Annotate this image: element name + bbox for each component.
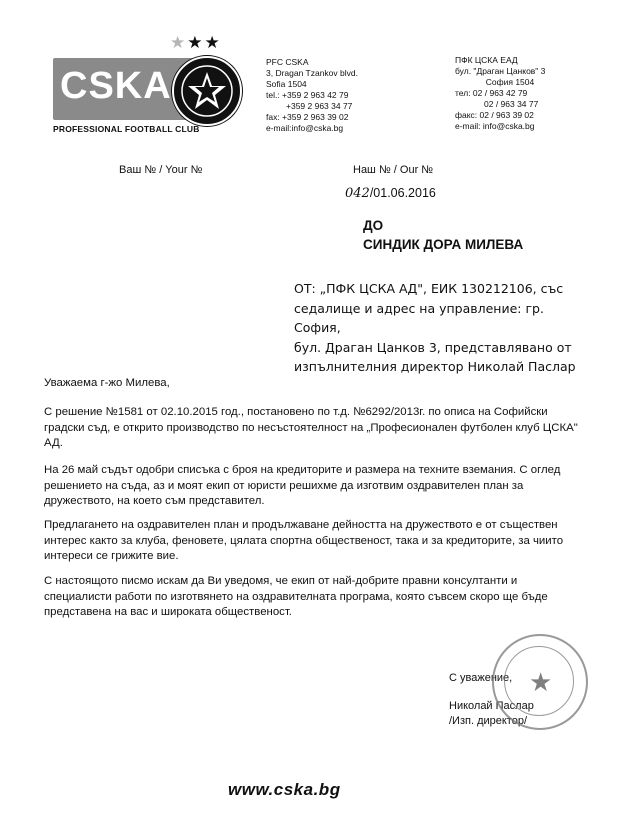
footer-website: www.cska.bg — [228, 780, 341, 799]
handwritten-number: 042 — [345, 186, 370, 201]
body-paragraph: Предлагането на оздравителен план и продължаване дейността на дружеството е от съществен интерес както за клуба, феновете, цялата спортна общественост, така и за кредиторите, за чиито интереси се грижите вие. — [44, 519, 564, 562]
your-reference-label: Ваш № / Your № — [119, 164, 203, 176]
sender-line: седалище и адрес на управление: гр. София, — [294, 300, 544, 335]
address-line: +359 2 963 34 77 — [286, 101, 353, 111]
closing: С уважение, — [449, 672, 513, 684]
address-line: tel.: +359 2 963 42 79 — [266, 90, 349, 100]
our-reference-label: Наш № / Our № — [353, 164, 434, 176]
address-line: 02 / 963 34 77 — [484, 99, 539, 109]
address-line: 3, Dragan Tzankov blvd. — [266, 68, 358, 78]
reference-date: /01.06.2016 — [369, 186, 436, 200]
address-line: fax: +359 2 963 39 02 — [266, 112, 349, 122]
signatory-title: /Изп. директор/ — [449, 715, 528, 727]
addressee — [363, 216, 523, 254]
body-paragraph: С решение №1581 от 02.10.2015 год., постановено по т.д. №6292/2013г. по описа на Софийски градски съд, е открито производство по несъстоятелност на „Професионален футболен клуб ЦСКА" АД. — [44, 406, 578, 449]
logo-tagline: PROFESSIONAL FOOTBALL CLUB — [53, 124, 200, 134]
our-reference-value — [345, 186, 436, 201]
address-line: факс: 02 / 963 39 02 — [455, 110, 534, 120]
sender-block — [294, 279, 594, 377]
sender-line: изпълнителния директор Николай Паслар — [294, 359, 576, 374]
address-line: e-mail:info@cska.bg — [266, 123, 344, 133]
address-line: ПФК ЦСКА ЕАД — [455, 55, 518, 65]
sender-line: ОТ: „ПФК ЦСКА АД", ЕИК 130212106, със — [294, 281, 564, 296]
logo-stars: ★★★ — [170, 33, 222, 52]
signatory-name: Николай Паслар — [449, 700, 534, 712]
sender-line: бул. Драган Цанков 3, представлявано от — [294, 339, 572, 355]
address-line: София 1504 — [485, 77, 535, 87]
address-line: бул. "Драган Цанков" 3 — [455, 66, 546, 76]
company-stamp — [492, 634, 588, 730]
address-line: Sofia 1504 — [266, 79, 307, 89]
stamp-star-icon: ★ — [529, 667, 553, 697]
addressee-name: СИНДИК ДОРА МИЛЕВА — [363, 237, 524, 252]
addressee-to: ДО — [363, 218, 384, 233]
address-line: e-mail: info@cska.bg — [455, 121, 535, 131]
address-line: PFC CSKA — [266, 57, 309, 67]
address-english — [266, 57, 358, 134]
address-bulgarian — [455, 55, 565, 132]
body-paragraph: На 26 май съдът одобри списъка с броя на кредиторите и размера на техните вземания. С оглед решението на съда, аз и моят екип от юристи решихме да изготвим оздравителен план за дружеството, на което съм представител. — [44, 464, 561, 507]
club-emblem-icon — [172, 56, 242, 126]
body-paragraph: С настоящото писмо искам да Ви уведомя, че екип от най-добрите правни консултанти и специалисти работи по изготвянето на оздравителната програма, която съвсем скоро ще бъде представена на вас и широката общественост. — [44, 575, 548, 618]
address-line: тел: 02 / 963 42 79 — [455, 88, 528, 98]
logo-wordmark: CSKA — [60, 65, 172, 107]
salutation: Уважаема г-жо Милева, — [44, 377, 170, 389]
